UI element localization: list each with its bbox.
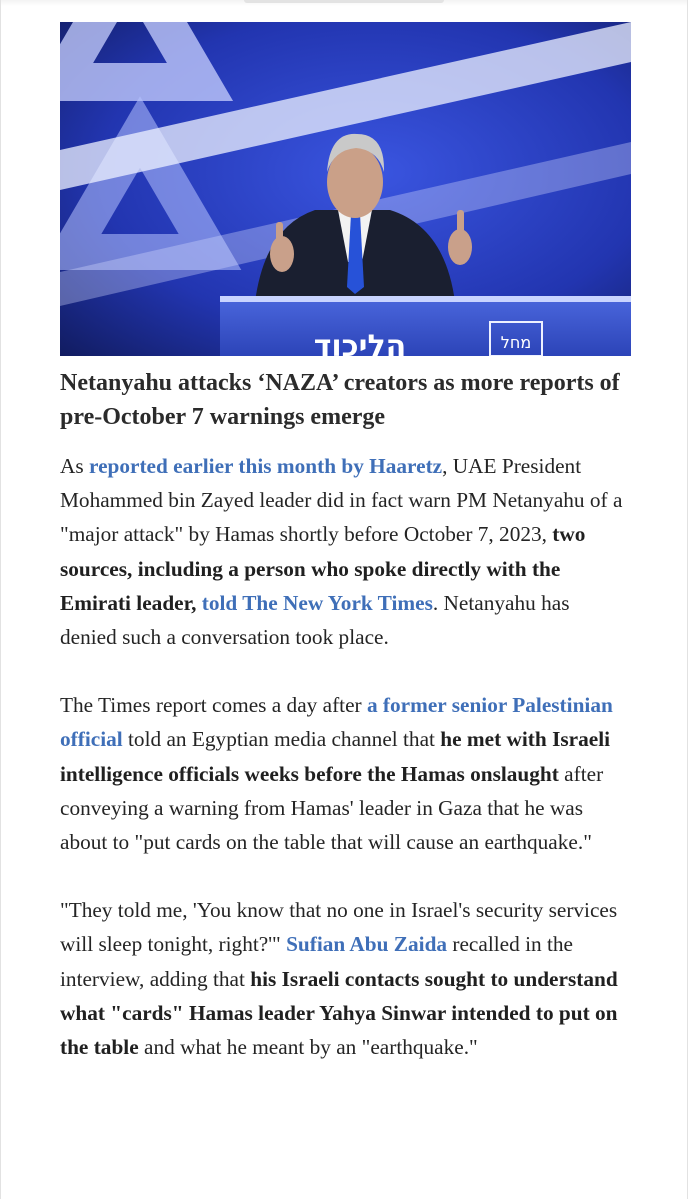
bold-text: two sources, including a person who spoke directly with the Emirati leader, bbox=[60, 522, 586, 615]
article-headline[interactable]: Netanyahu attacks ‘NAZA’ creators as more reports of pre-October 7 warnings emerge bbox=[60, 370, 620, 430]
text: and what he meant by an "earthquake." bbox=[138, 1035, 478, 1060]
paragraph-3 bbox=[60, 893, 630, 1064]
palestinian-official-link[interactable]: a former senior Palestinian official bbox=[60, 693, 613, 752]
bold-text: he met with Israeli intelligence officials weeks before the Hamas onslaught bbox=[60, 727, 611, 786]
paragraph-2 bbox=[60, 688, 630, 859]
paragraph-1 bbox=[60, 449, 630, 654]
podium-sign-main: הליכוד bbox=[313, 329, 407, 356]
podium-sign-right: מחל bbox=[500, 333, 532, 352]
text: "They told me, 'You know that no one in Israel's security services will sleep tonight, right?'" bbox=[60, 898, 618, 957]
text: , UAE President Mohammed bin Zayed leader did in fact warn PM Netanyahu of a "major attack" by Hamas shortly before October 7, 2023, bbox=[60, 454, 623, 547]
haaretz-link[interactable]: reported earlier this month by Haaretz bbox=[89, 454, 443, 478]
text: . Netanyahu has denied such a conversation took place. bbox=[60, 590, 570, 650]
top-edge bbox=[0, 0, 688, 6]
left-border bbox=[0, 0, 1, 1199]
nyt-link[interactable]: told The New York Times bbox=[201, 590, 433, 615]
text: The Times report comes a day after bbox=[60, 693, 367, 718]
article-body bbox=[60, 366, 630, 1064]
text: recalled in the interview, adding that bbox=[60, 932, 574, 991]
text: told an Egyptian media channel that bbox=[122, 727, 441, 752]
sufian-abu-zaida-link[interactable]: Sufian Abu Zaida bbox=[286, 932, 448, 957]
hero-image[interactable] bbox=[60, 22, 631, 356]
text: after conveying a warning from Hamas' leader in Gaza that he was about to "put cards on the table that will cause an earthquake." bbox=[60, 761, 604, 855]
hero-photo bbox=[60, 22, 631, 356]
bold-text: his Israeli contacts sought to understand what "cards" Hamas leader Yahya Sinwar intended to put on the table bbox=[60, 966, 618, 1060]
text: As bbox=[60, 454, 89, 478]
